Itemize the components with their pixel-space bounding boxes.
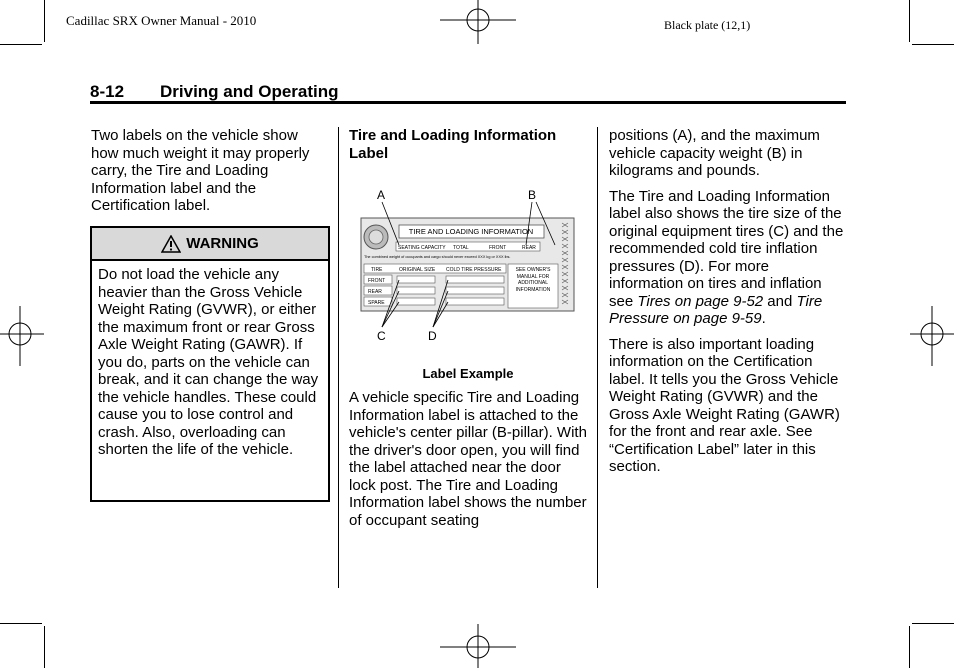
- label-title: TIRE AND LOADING INFORMATION: [408, 227, 534, 236]
- front-label: FRONT: [489, 245, 507, 251]
- paragraph-text: The Tire and Loading Information label also shows the tire size of the original equipment tires (C) and the recommended cold tire inflation pressures (D). For more information on tires and inflation see: [609, 187, 844, 310]
- crop-mark: [44, 0, 45, 42]
- column-1: [91, 127, 329, 223]
- crop-mark: [912, 623, 954, 624]
- intro-paragraph: Two labels on the vehicle show how much weight it may properly carry, the Tire and Loading Information label and the Certification label.: [91, 127, 310, 214]
- figure-caption: Label Example: [422, 366, 514, 381]
- rear-label: REAR: [522, 245, 536, 251]
- seating-capacity-label: SEATING CAPACITY: [398, 245, 446, 251]
- callout-b: B: [528, 188, 537, 202]
- registration-mark-left: [0, 306, 44, 366]
- row-spare-label: SPARE: [368, 300, 385, 306]
- warning-header: [92, 228, 328, 261]
- crop-mark: [0, 623, 42, 624]
- heading-rule: [90, 101, 846, 104]
- section-heading: [90, 82, 339, 102]
- cross-reference-link[interactable]: Tire Pressure on page 9-59: [609, 292, 823, 327]
- column-2-body: [349, 389, 589, 537]
- column-cold-pressure-label: COLD TIRE PRESSURE: [446, 267, 502, 273]
- crop-mark: [909, 626, 910, 668]
- column-3: [609, 127, 847, 484]
- body-paragraph: positions (A), and the maximum vehicle capacity weight (B) in kilograms and pounds.: [609, 127, 820, 179]
- body-paragraph: [609, 188, 847, 328]
- crop-mark: [44, 626, 45, 668]
- warning-text: Do not load the vehicle any heavier than the Gross Vehicle Weight Rating (GVWR), or either the maximum front or rear Gross Axle Weight Rating (GAWR). If you do, parts on the vehicle can break, and it can change the way the vehicle handles. These could cause you to lose control and crash. Also, overloading can shorten the life of the vehicle.: [98, 266, 319, 458]
- total-label: TOTAL: [453, 245, 469, 251]
- registration-mark-right: [910, 306, 954, 366]
- callout-c: C: [377, 329, 386, 343]
- callout-d: D: [428, 329, 437, 343]
- registration-mark-bottom: [440, 624, 516, 668]
- crop-mark: [909, 0, 910, 42]
- row-front-label: FRONT: [368, 278, 386, 284]
- manual-title: Cadillac SRX Owner Manual - 2010: [66, 13, 257, 28]
- cross-reference-link[interactable]: Tires on page 9-52: [637, 292, 764, 310]
- warning-box: [90, 226, 330, 502]
- column-divider: [597, 127, 598, 588]
- body-paragraph: A vehicle specific Tire and Loading Information label is attached to the vehicle's center pillar (B-pillar). With the driver's door open, you will find the label attached near the door lock post. The Tire and Loading Information label shows the number of occupant seating: [349, 389, 587, 529]
- row-rear-label: REAR: [368, 289, 382, 295]
- combined-weight-text: The combined weight of occupants and cargo should never exceed XXX kg or XXX lbs.: [364, 255, 511, 259]
- section-number: 8-12: [90, 82, 125, 101]
- warning-triangle-icon: [161, 235, 181, 253]
- body-paragraph: There is also important loading information on the Certification label. It tells you the Gross Vehicle Weight Rating (GVWR) and the Gross Axle Weight Rating (GAWR) for the front and rear axle. See “Certification Label” later in this section.: [609, 335, 840, 475]
- registration-mark-top: [440, 0, 516, 44]
- see-manual-text: SEE OWNER'S MANUAL FOR ADDITIONAL INFORMATION: [515, 267, 551, 293]
- column-original-size-label: ORIGINAL SIZE: [399, 267, 436, 273]
- paragraph-text: and: [763, 292, 797, 310]
- warning-title: WARNING: [186, 235, 259, 252]
- tire-loading-label-figure: [355, 185, 585, 345]
- column-divider: [338, 127, 339, 588]
- plate-label: Black plate (12,1): [664, 18, 751, 32]
- column-tire-label: TIRE: [371, 267, 383, 273]
- crop-mark: [912, 44, 954, 45]
- column-2: [349, 127, 589, 170]
- callout-a: A: [377, 188, 386, 202]
- crop-mark: [0, 44, 42, 45]
- subsection-heading: Tire and Loading Information Label: [349, 127, 557, 162]
- paragraph-text: .: [761, 310, 766, 327]
- section-title: Driving and Operating: [160, 82, 339, 101]
